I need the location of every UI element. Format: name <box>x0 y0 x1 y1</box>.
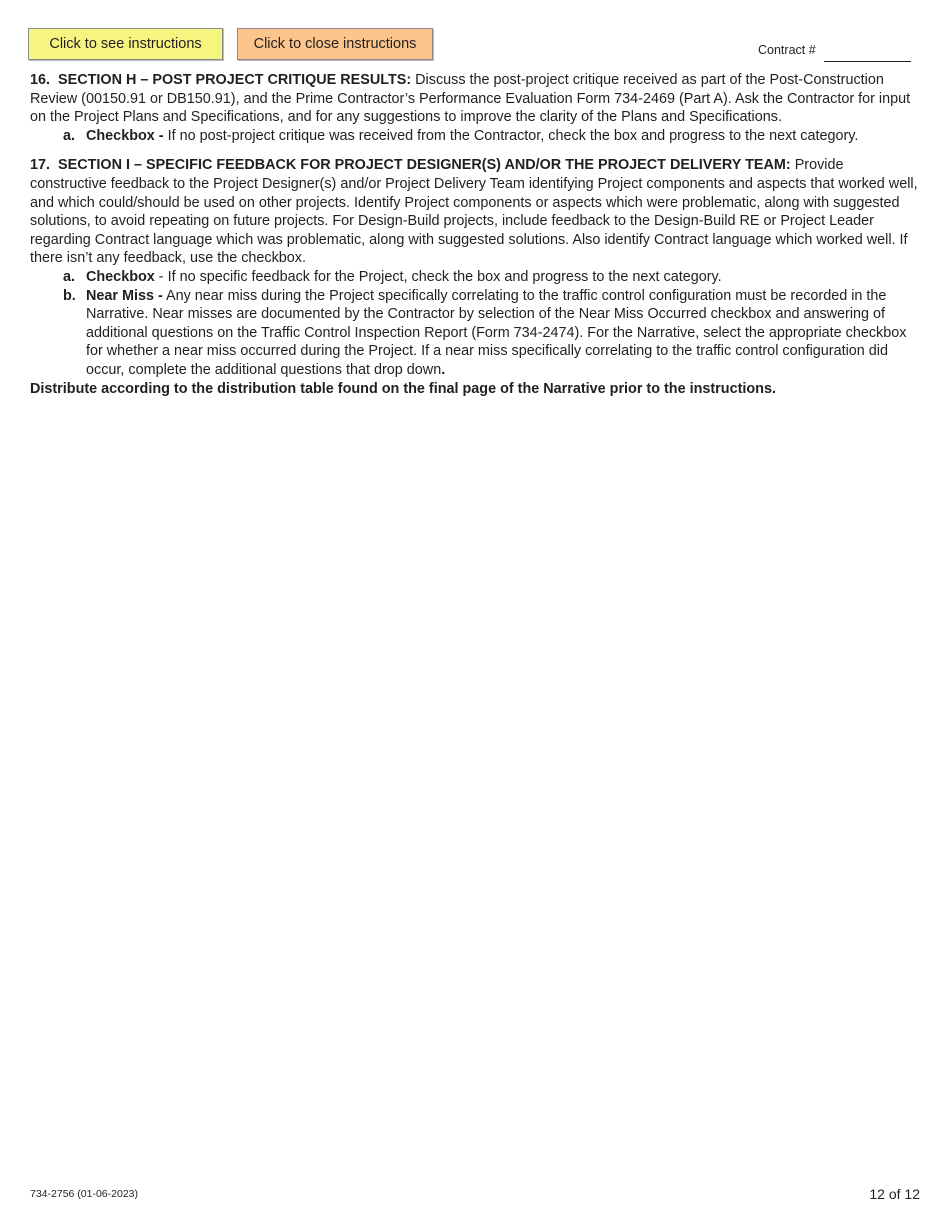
section-text: Provide constructive feedback to the Project Designer(s) and/or Project Delivery Team identifying Project components and aspects that worked well, and which could/should be used on other projects. Identify Project components or aspects which were problematic, along with suggested solutions, to avoid repeating on future projects. For Design-Build projects, include feedback to the Design-Build RE or Project Leader regarding Contract language which was problematic, along with suggested solutions. Also identify Contract language which worked well. If there isn’t any feedback, use the checkbox. <box>30 157 918 267</box>
section-16 <box>30 71 922 145</box>
section-number: 16. <box>30 72 51 88</box>
section-text: Discuss the post-project critique received as part of the Post-Construction Review (00150.91 or DB150.91), and the Prime Contractor’s Performance Evaluation Form 734-2469 (Part A). Ask the Contractor for input on the Project Plans and Specifications, and for any suggestions to improve the clarity of the Plans and Specifications. <box>30 72 911 126</box>
instructions-content <box>30 71 922 398</box>
section-17-items <box>30 268 922 380</box>
item-letter: a. <box>63 268 76 285</box>
item-end-period: . <box>441 361 446 378</box>
item-text: - If no specific feedback for the Project, check the box and progress to the next category. <box>158 268 722 285</box>
section-heading: SECTION H – POST PROJECT CRITIQUE RESULTS: <box>58 72 412 88</box>
contract-number-field[interactable] <box>824 61 911 62</box>
item-letter: b. <box>63 287 76 304</box>
distribution-note: Distribute according to the distribution table found on the final page of the Narrative prior to the instructions. <box>30 380 776 397</box>
item-term: Near Miss - <box>86 287 163 304</box>
contract-label: Contract # <box>758 43 816 57</box>
section-16-items <box>30 127 922 146</box>
item-letter: a. <box>63 127 76 144</box>
list-item <box>30 268 922 287</box>
section-16-paragraph <box>30 71 922 127</box>
section-heading: SECTION I – SPECIFIC FEEDBACK FOR PROJECT DESIGNER(S) AND/OR THE PROJECT DELIVERY TEAM: <box>58 157 791 174</box>
section-17 <box>30 156 922 379</box>
item-term: Checkbox <box>86 268 155 285</box>
form-id: 734-2756 (01-06-2023) <box>30 1188 138 1200</box>
section-number: 17. <box>30 157 51 174</box>
item-text: Any near miss during the Project specifically correlating to the traffic control configuration must be recorded in the Narrative. Near misses are documented by the Contractor by selection of the Near Miss Occurred checkbox and answering of additional questions on the Traffic Control Inspection Report (Form 734-2474). For the Narrative, select the appropriate checkbox for whether a near miss occurred during the Project. If a near miss specifically correlating to the traffic control configuration did occur, complete the additional questions that drop down <box>86 287 907 378</box>
item-text: If no post-project critique was received from the Contractor, check the box and progress to the next category. <box>167 127 859 144</box>
list-item <box>30 287 922 380</box>
page-number: 12 of 12 <box>869 1186 920 1202</box>
item-term: Checkbox - <box>86 127 164 144</box>
section-17-paragraph <box>30 156 922 268</box>
see-instructions-button[interactable]: Click to see instructions <box>28 28 223 60</box>
list-item <box>30 127 922 146</box>
close-instructions-button[interactable]: Click to close instructions <box>237 28 433 60</box>
